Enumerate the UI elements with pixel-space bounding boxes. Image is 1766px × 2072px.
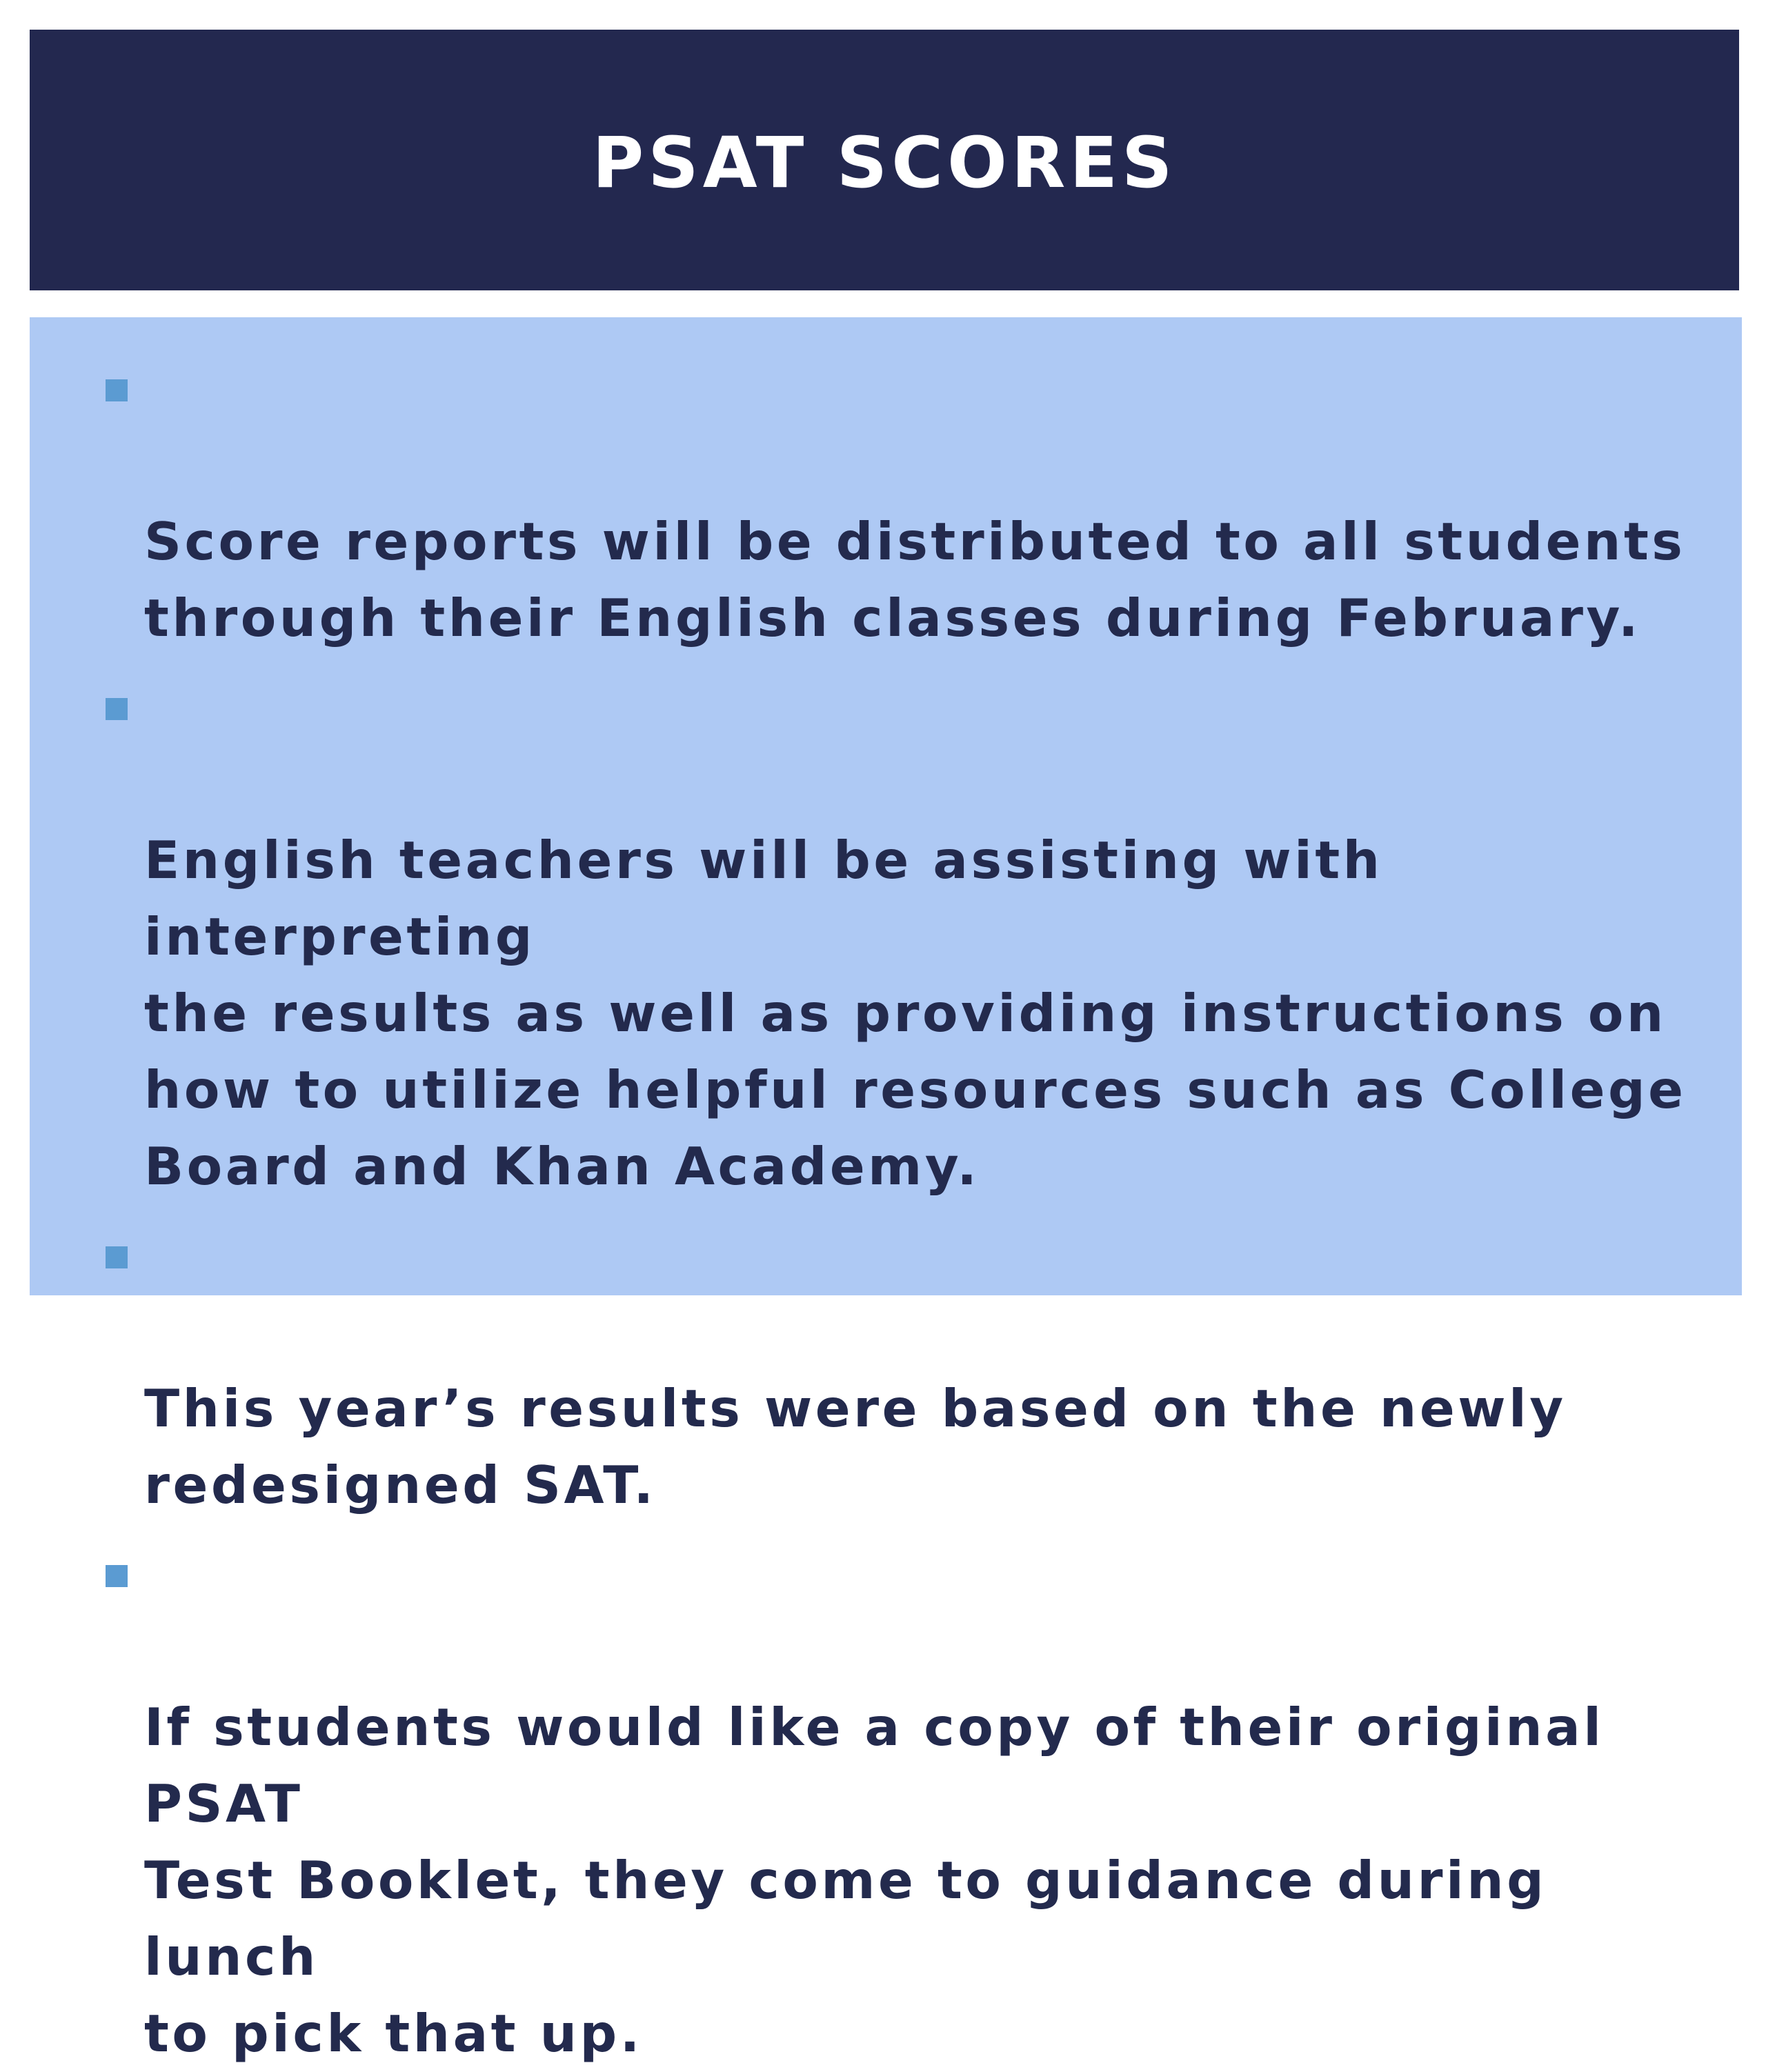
bullet-text: English teachers will be assisting with interpreting the results as well as providing instructions on how to utilize helpful resources such as College Board and Khan Academy. <box>144 830 1687 1197</box>
bullet-list <box>30 350 1742 2072</box>
content-panel <box>30 317 1742 2064</box>
square-bullet-icon <box>106 1246 128 1268</box>
title-banner <box>30 30 1739 290</box>
slide-title: PSAT SCORES <box>592 121 1177 204</box>
square-bullet-icon <box>106 379 128 401</box>
bullet-item <box>144 1536 1742 2072</box>
bullet-text: Score reports will be distributed to all students through their English classes during February. <box>144 511 1686 648</box>
square-bullet-icon <box>106 1565 128 1587</box>
bullet-item <box>144 350 1742 657</box>
square-bullet-icon <box>106 698 128 720</box>
bullet-text: If students would like a copy of their original PSAT Test Booklet, they come to guidance during lunch to pick that up. <box>144 1697 1605 2064</box>
bullet-item <box>144 669 1742 1205</box>
bullet-item <box>144 1217 1742 1524</box>
bullet-text: This year’s results were based on the newly redesigned SAT. <box>144 1378 1567 1515</box>
